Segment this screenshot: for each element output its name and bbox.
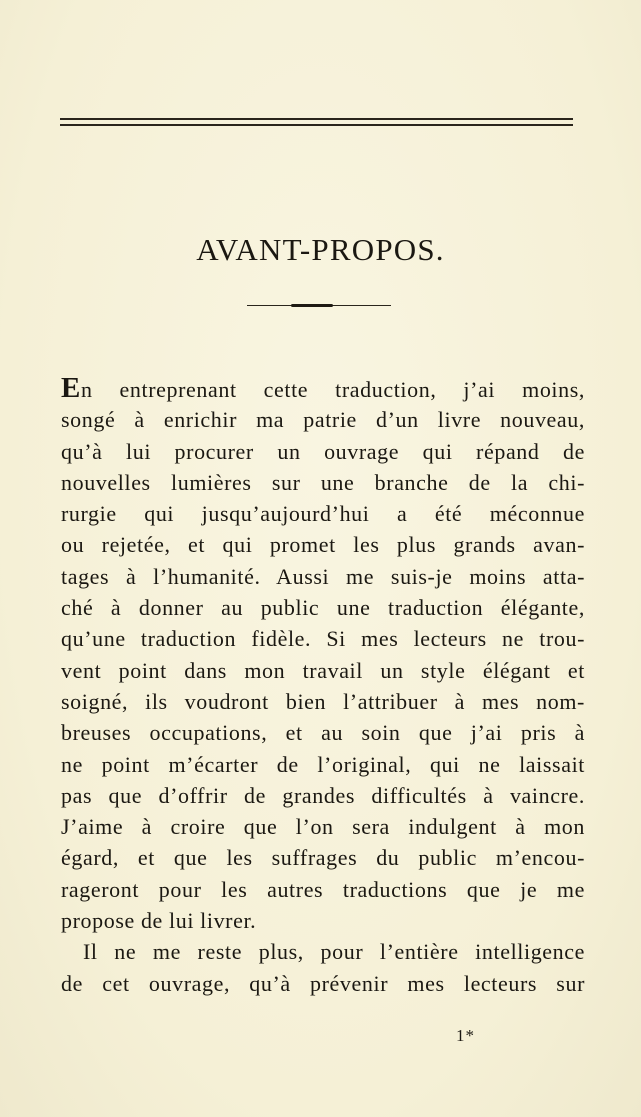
text-line: nouvelles lumières sur une branche de la chi- — [61, 469, 585, 495]
text-line: soigné, ils voudront bien l’attribuer à mes nom- — [61, 688, 585, 714]
text-line: qu’une traduction fidèle. Si mes lecteurs ne trou- — [61, 626, 585, 652]
drop-cap: E — [61, 372, 81, 404]
text-line-content: n entreprenant cette traduction, j’ai moins, — [80, 377, 585, 402]
text-line — [61, 373, 585, 404]
body-text — [61, 373, 585, 999]
text-line: de cet ouvrage, qu’à prévenir mes lecteurs sur — [61, 970, 585, 996]
text-line: tages à l’humanité. Aussi me suis-je moins atta- — [61, 563, 585, 589]
text-line: Il ne me reste plus, pour l’entière intelligence — [83, 939, 585, 965]
text-line: ou rejetée, et qui promet les plus grands avan- — [61, 532, 585, 558]
rule-line-upper — [60, 118, 573, 120]
text-line: J’aime à croire que l’on sera indulgent à mon — [61, 814, 585, 840]
text-line: rurgie qui jusqu’aujourd’hui a été méconnue — [61, 501, 585, 527]
text-line: songé à enrichir ma patrie d’un livre nouveau, — [61, 407, 585, 433]
signature-mark: 1* — [456, 1026, 475, 1045]
text-line: ne point m’écarter de l’original, qui ne laissait — [61, 751, 585, 777]
page-heading: AVANT-PROPOS. — [196, 232, 445, 267]
text-line: rageront pour les autres traductions que je me — [61, 876, 585, 902]
text-line: pas que d’offrir de grandes difficultés à vaincre. — [61, 782, 585, 808]
text-line: propose de lui livrer. — [61, 908, 257, 934]
rule-line-lower — [60, 124, 573, 126]
text-line: breuses occupations, et au soin que j’ai pris à — [61, 720, 585, 746]
top-double-rule — [60, 118, 573, 127]
text-line: égard, et que les suffrages du public m’encou- — [61, 845, 585, 871]
text-line: qu’à lui procurer un ouvrage qui répand de — [61, 438, 585, 464]
heading-ornament-rule — [247, 303, 391, 309]
text-line: vent point dans mon travail un style élégant et — [61, 657, 585, 683]
ornament-thick-line — [291, 304, 333, 307]
text-line: ché à donner au public une traduction élégante, — [61, 595, 585, 621]
